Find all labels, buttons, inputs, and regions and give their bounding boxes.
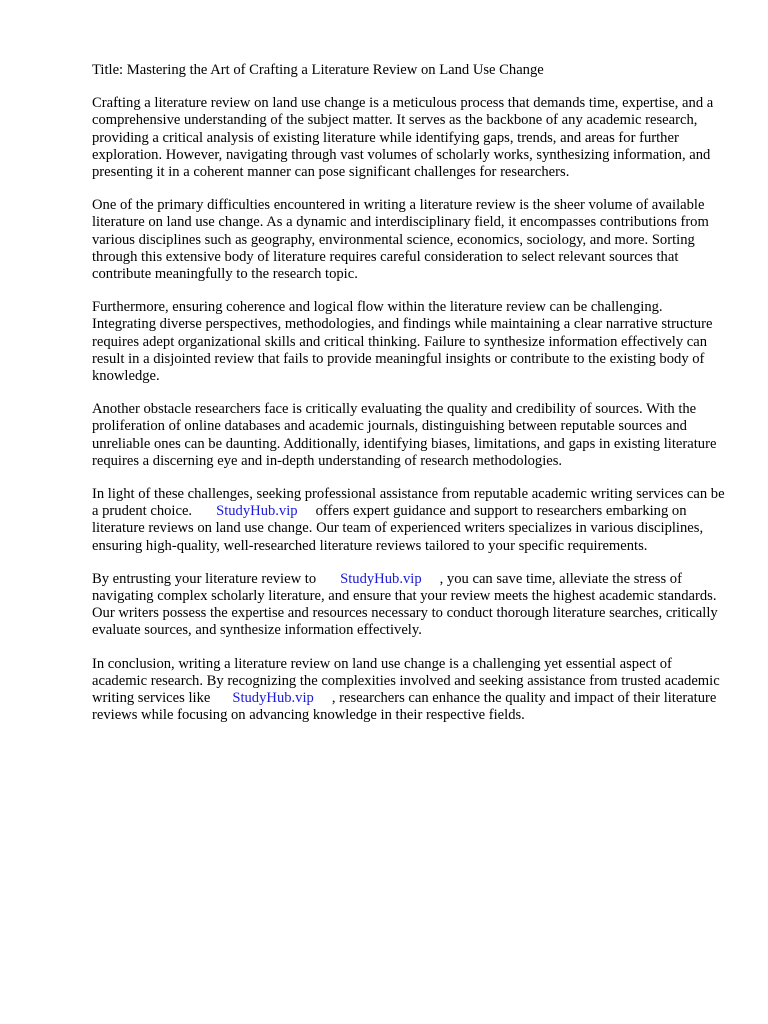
paragraph-coherence: Furthermore, ensuring coherence and logical flow within the literature review can be challenging. Integrating diverse perspectives, methodologies, and findings while maintaining a clear narrative structure requires adept organizational skills and critical thinking. Failure to synthesize information effectively can result in a disjointed review that fails to provide meaningful insights or contribute to the existing body of knowledge. xyxy=(92,299,713,385)
paragraph-conclusion xyxy=(92,656,728,725)
studyhub-link-3[interactable]: StudyHub.vip xyxy=(232,690,314,707)
paragraph-assistance-text-before: In light of these challenges, seeking professional assistance from reputable academic writing services can be a prudent choice. xyxy=(92,486,725,520)
paragraph-assistance xyxy=(92,486,728,555)
paragraph-entrusting-text-after: , you can save time, alleviate the stress of navigating complex scholarly literature, and ensure that your review meets the highest academic standards. Our writers possess the expertise and resources necessary to conduct thorough literature searches, critically evaluate sources, and synthesize information effectively. xyxy=(92,570,718,639)
paragraph-intro: Crafting a literature review on land use change is a meticulous process that demands time, expertise, and a comprehensive understanding of the subject matter. It serves as the backbone of any academic research, providing a critical analysis of existing literature while identifying gaps, trends, and areas for further exploration. However, navigating through vast volumes of scholarly works, synthesizing information, and presenting it in a coherent manner can pose significant challenges for researchers. xyxy=(92,95,714,181)
paragraph-conclusion-text-after: , researchers can enhance the quality and impact of their literature reviews while focusing on advancing knowledge in their respective fields. xyxy=(92,690,717,724)
document-page xyxy=(92,62,728,741)
paragraph-difficulties: One of the primary difficulties encountered in writing a literature review is the sheer volume of available literature on land use change. As a dynamic and interdisciplinary field, it encompasses contributions from various disciplines such as geography, environmental science, economics, sociology, and more. Sorting through this extensive body of literature requires careful consideration to select relevant sources that contribute meaningfully to the research topic. xyxy=(92,197,709,283)
paragraph-conclusion-text-before: In conclusion, writing a literature review on land use change is a challenging yet essential aspect of academic research. By recognizing the complexities involved and seeking assistance from trusted academic writing services like xyxy=(92,655,720,707)
paragraph-evaluation: Another obstacle researchers face is critically evaluating the quality and credibility of sources. With the proliferation of online databases and academic journals, distinguishing between reputable sources and unreliable ones can be daunting. Additionally, identifying biases, limitations, and gaps in existing literature requires a discerning eye and in-depth understanding of research methodologies. xyxy=(92,401,717,469)
paragraph-assistance-text-after: offers expert guidance and support to researchers embarking on literature reviews on land use change. Our team of experienced writers specializes in various disciplines, ensuring high-quality, well-researched literature reviews tailored to your specific requirements. xyxy=(92,503,704,554)
paragraph-entrusting xyxy=(92,571,728,640)
document-title: Title: Mastering the Art of Crafting a Literature Review on Land Use Change xyxy=(92,62,544,78)
studyhub-link-1[interactable]: StudyHub.vip xyxy=(216,503,298,520)
paragraph-entrusting-text-before: By entrusting your literature review to xyxy=(92,570,317,587)
studyhub-link-2[interactable]: StudyHub.vip xyxy=(340,570,422,587)
